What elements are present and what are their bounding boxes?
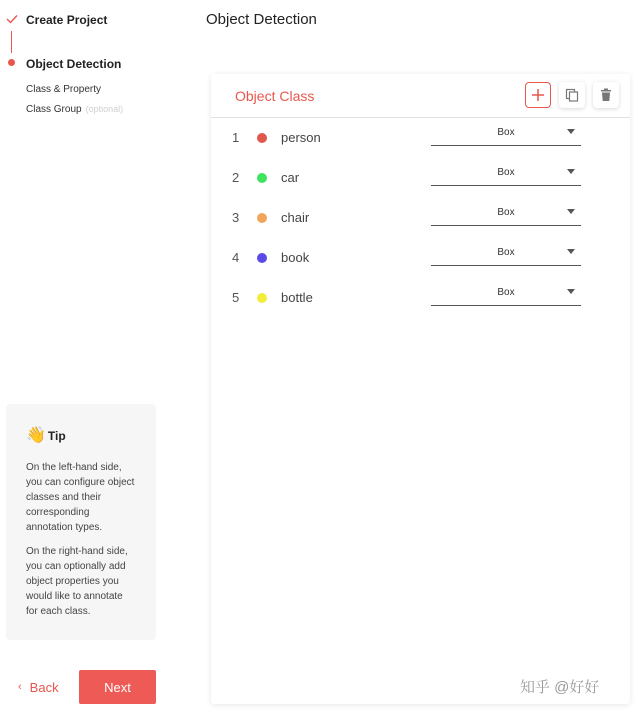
object-class-panel (211, 74, 630, 704)
class-color-dot[interactable] (257, 133, 267, 143)
annotation-type-select[interactable] (431, 282, 581, 306)
copy-class-button[interactable] (559, 82, 585, 108)
class-color-dot[interactable] (257, 253, 267, 263)
annotation-type-select[interactable] (431, 122, 581, 146)
class-name[interactable]: bottle (281, 290, 313, 305)
next-button[interactable]: Next (79, 670, 156, 704)
delete-class-button[interactable] (593, 82, 619, 108)
caret-down-icon (567, 169, 575, 174)
copy-icon (565, 88, 579, 102)
tip-header (26, 428, 136, 444)
class-row (211, 238, 630, 278)
caret-down-icon (567, 289, 575, 294)
back-button[interactable] (18, 676, 59, 698)
class-index: 1 (232, 130, 240, 145)
trash-icon (600, 88, 612, 102)
tip-title: Tip (47, 429, 66, 443)
annotation-type-value: Box (497, 167, 515, 178)
page-title: Object Detection (206, 11, 317, 28)
check-icon (6, 14, 18, 24)
caret-down-icon (567, 249, 575, 254)
optional-tag: (optional) (85, 104, 124, 114)
class-name[interactable]: car (281, 170, 300, 185)
annotation-type-value: Box (497, 207, 515, 218)
sub-step-class-group-label: Class Group (26, 104, 82, 115)
class-row (211, 198, 630, 238)
back-button-label: Back (29, 679, 59, 695)
panel-title: Object Class (235, 88, 315, 104)
annotation-type-select[interactable] (431, 242, 581, 266)
class-name[interactable]: book (281, 250, 310, 265)
class-color-dot[interactable] (257, 173, 267, 183)
class-index: 3 (232, 210, 240, 225)
panel-header (211, 74, 630, 118)
class-row (211, 158, 630, 198)
caret-down-icon (567, 129, 575, 134)
class-row (211, 118, 630, 158)
caret-down-icon (567, 209, 575, 214)
class-index: 2 (232, 170, 240, 185)
watermark: 知乎 @好好 (520, 679, 600, 696)
tip-paragraph-1: On the left-hand side, you can configure object classes and their corresponding annotation types. (26, 462, 135, 533)
chevron-left-icon: ‹ (18, 681, 22, 693)
class-color-dot[interactable] (257, 213, 267, 223)
annotation-type-value: Box (497, 287, 515, 298)
tip-paragraph-2: On the right-hand side, you can optionally add object properties you would like to annotate for each class. (26, 546, 128, 617)
step-object-detection[interactable]: Object Detection (26, 57, 122, 71)
class-name[interactable]: person (281, 130, 321, 145)
waving-hand-icon: 👋 (26, 427, 46, 444)
sub-step-class-group[interactable] (26, 104, 123, 115)
sub-step-class-property[interactable]: Class & Property (26, 84, 102, 95)
annotation-type-select[interactable] (431, 162, 581, 186)
class-color-dot[interactable] (257, 293, 267, 303)
class-row (211, 278, 630, 318)
plus-icon (531, 88, 545, 102)
step-create-project[interactable]: Create Project (26, 13, 108, 27)
step-connector (11, 31, 12, 53)
annotation-type-value: Box (497, 127, 515, 138)
class-index: 5 (232, 290, 240, 305)
class-name[interactable]: chair (281, 210, 310, 225)
annotation-type-select[interactable] (431, 202, 581, 226)
current-step-dot (8, 59, 15, 66)
tip-card (6, 404, 156, 640)
class-index: 4 (232, 250, 240, 265)
annotation-type-value: Box (497, 247, 515, 258)
add-class-button[interactable] (525, 82, 551, 108)
